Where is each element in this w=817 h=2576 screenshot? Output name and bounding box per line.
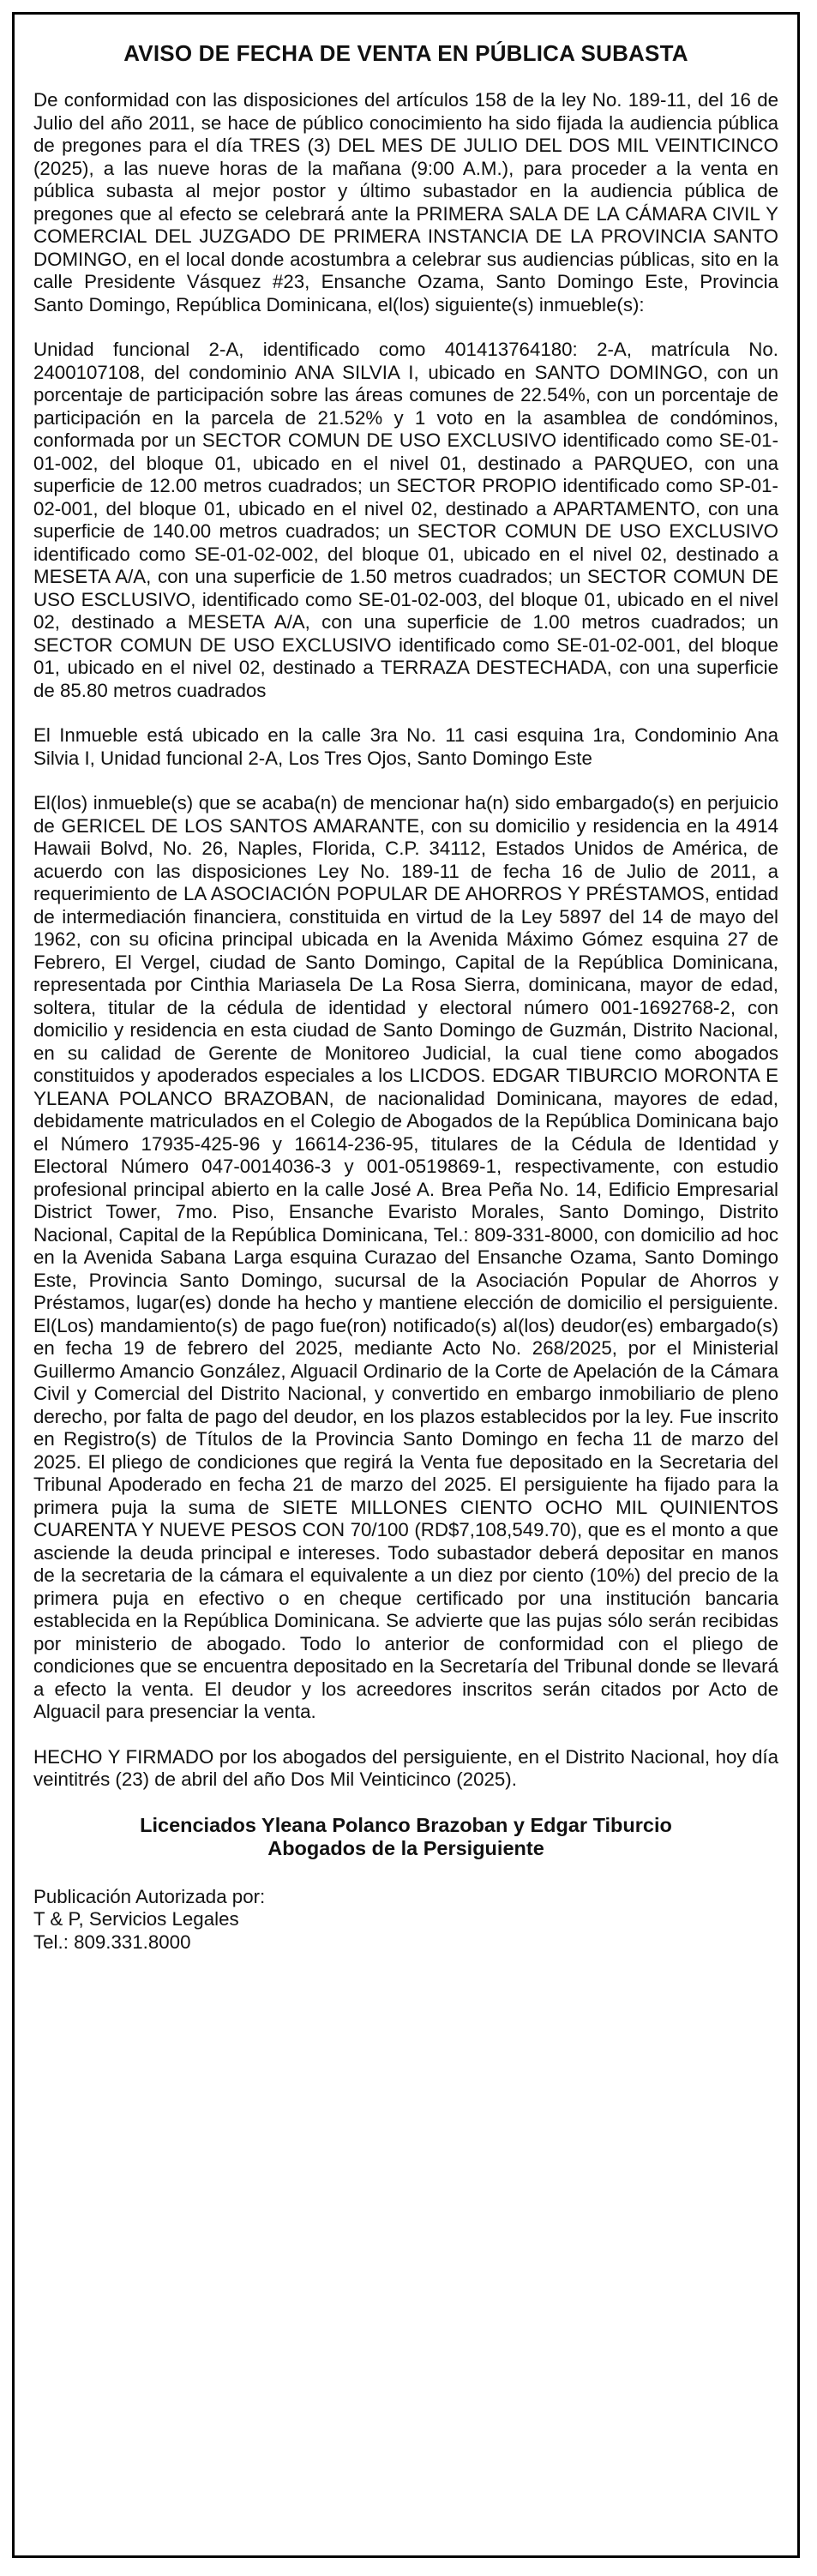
paragraph-property-description: Unidad funcional 2-A, identificado como 401413764180: 2-A, matrícula No. 2400107108, del condominio ANA SILVIA I, ubicado en SANTO DOMINGO, con un porcentaje de participación sobre las áreas comunes de 22.54%, con un porcentaje de participación en la parcela de 21.52% y 1 voto en la asamblea de condóminos, conformada por un SECTOR COMUN DE USO EXCLUSIVO identificado como SE-01-01-002, del bloque 01, ubicado en el nivel 01, destinado a PARQUEO, con una superficie de 12.00 metros cuadrados; un SECTOR PROPIO identificado como SP-01-02-001, del bloque 01, ubicado en el nivel 02, destinado a APARTAMENTO, con una superficie de 140.00 metros cuadrados; un SECTOR COMUN DE USO EXCLUSIVO identificado como SE-01-02-002, del bloque 01, ubicado en el nivel 02, destinado a MESETA A/A, con una superficie de 1.50 metros cuadrados; un SECTOR COMUN DE USO ESCLUSIVO, identificado como SE-01-02-003, del bloque 01, ubicado en el nivel 02, destinado a MESETA A/A, con una superficie de 1.00 metros cuadrados; un SECTOR COMUN DE USO EXCLUSIVO identificado como SE-01-02-001, del bloque 01, ubicado en el nivel 02, destinado a TERRAZA DESTECHADA, con una superficie de 85.80 metros cuadrados [33,339,778,701]
paragraph-property-location: El Inmueble está ubicado en la calle 3ra No. 11 casi esquina 1ra, Condominio Ana Silvia I, Unidad funcional 2-A, Los Tres Ojos, Santo Domingo Este [33,724,778,769]
paragraph-seizure-details: El(los) inmueble(s) que se acaba(n) de mencionar ha(n) sido embargado(s) en perjuicio de GERICEL DE LOS SANTOS AMARANTE, con su domicilio y residencia en la 4914 Hawaii Bolvd, No. 26, Naples, Florida, C.P. 34112, Estados Unidos de América, de acuerdo con las disposiciones Ley No. 189-11 de fecha 16 de Julio de 2011, a requerimiento de LA ASOCIACIÓN POPULAR DE AHORROS Y PRÉSTAMOS, entidad de intermediación financiera, constituida en virtud de la Ley 5897 del 14 de mayo del 1962, con su oficina principal ubicada en la Avenida Máximo Gómez esquina 27 de Febrero, El Vergel, ciudad de Santo Domingo, Capital de la República Dominicana, representada por Cinthia Mariasela De La Rosa Sierra, dominicana, mayor de edad, soltera, titular de la cédula de identidad y electoral número 001-1692768-2, con domicilio y residencia en esta ciudad de Santo Domingo de Guzmán, Distrito Nacional, en su calidad de Gerente de Monitoreo Judicial, la cual tiene como abogados constituidos y apoderados especiales a los LICDOS. EDGAR TIBURCIO MORONTA E YLEANA POLANCO BRAZOBAN, de nacionalidad Dominicana, mayores de edad, debidamente matriculados en el Colegio de Abogados de la República Dominicana bajo el Número 17935-425-96 y 16614-236-95, titulares de la Cédula de Identidad y Electoral Número 047-0014036-3 y 001-0519869-1, respectivamente, con estudio profesional principal abierto en la calle José A. Brea Peña No. 14, Edificio Empresarial District Tower, 7mo. Piso, Ensanche Evaristo Morales, Santo Domingo, Distrito Nacional, Capital de la República Dominicana, Tel.: 809-331-8000, con domicilio ad hoc en la Avenida Sabana Larga esquina Curazao del Ensanche Ozama, Santo Domingo Este, Provincia Santo Domingo, sucursal de la Asociación Popular de Ahorros y Préstamos, lugar(es) donde ha hecho y mantiene elección de domicilio el persiguiente. El(Los) mandamiento(s) de pago fue(ron) notificado(s) al(los) deudor(es) embargado(s) en fecha 19 de febrero del 2025, mediante Acto No. 268/2025, por el Ministerial Guillermo Amancio González, Alguacil Ordinario de la Corte de Apelación de la Cámara Civil y Comercial del Distrito Nacional, y convertido en embargo inmobiliario de pleno derecho, por falta de pago del deudor, en los plazos establecidos por la ley. Fue inscrito en Registro(s) de Títulos de la Provincia Santo Domingo en fecha 11 de marzo del 2025. El pliego de condiciones que regirá la Venta fue depositado en la Secretaria del Tribunal Apoderado en fecha 21 de marzo del 2025. El persiguiente ha fijado para la primera puja la suma de SIETE MILLONES CIENTO OCHO MIL QUINIENTOS CUARENTA Y NUEVE PESOS CON 70/100 (RD$7,108,549.70), que es el monto a que asciende la deuda principal e intereses. Todo subastador deberá depositar en manos de la secretaria de la cámara el equivalente a un diez por ciento (10%) del precio de la primera puja en efectivo o en cheque certificado por una institución bancaria establecida en la República Dominicana. Se advierte que las pujas sólo serán recibidas por ministerio de abogado. Todo lo anterior de conformidad con el pliego de condiciones que se encuentra depositado en la Secretaría del Tribunal donde se llevará a efecto la venta. El deudor y los acreedores inscritos serán citados por Acto de Alguacil para presenciar la venta. [33,792,778,1722]
paragraph-closing: HECHO Y FIRMADO por los abogados del persiguiente, en el Distrito Nacional, hoy día veintitrés (23) de abril del año Dos Mil Veinticinco (2025). [33,1745,778,1790]
notice-title: AVISO DE FECHA DE VENTA EN PÚBLICA SUBASTA [123,40,688,66]
signature-role: Abogados de la Persiguiente [267,1836,544,1859]
legal-notice [12,12,800,2558]
publication-info [33,1886,778,1955]
signature-block [33,1814,778,1860]
signature-names: Licenciados Yleana Polanco Brazoban y Edgar Tiburcio [140,1813,672,1836]
publication-authorized: Publicación Autorizada por: [33,1885,266,1907]
paragraph-hearing: De conformidad con las disposiciones del artículos 158 de la ley No. 189-11, del 16 de Julio del año 2011, se hace de público conocimiento ha sido fijada la audiencia pública de pregones para el día TRES (3) DEL MES DE JULIO DEL DOS MIL VEINTICINCO (2025), a las nueve horas de la mañana (9:00 A.M.), para proceder a la venta en pública subasta al mejor postor y último subastador en la audiencia pública de pregones que al efecto se celebrará ante la PRIMERA SALA DE LA CÁMARA CIVIL Y COMERCIAL DEL JUZGADO DE PRIMERA INSTANCIA DE LA PROVINCIA SANTO DOMINGO, en el local donde acostumbra a celebrar sus audiencias públicas, sito en la calle Presidente Vásquez #23, Ensanche Ozama, Santo Domingo Este, Provincia Santo Domingo, República Dominicana, el(los) siguiente(s) inmueble(s): [33,89,778,315]
publication-phone: Tel.: 809.331.8000 [33,1930,191,1953]
publication-company: T & P, Servicios Legales [33,1908,239,1930]
